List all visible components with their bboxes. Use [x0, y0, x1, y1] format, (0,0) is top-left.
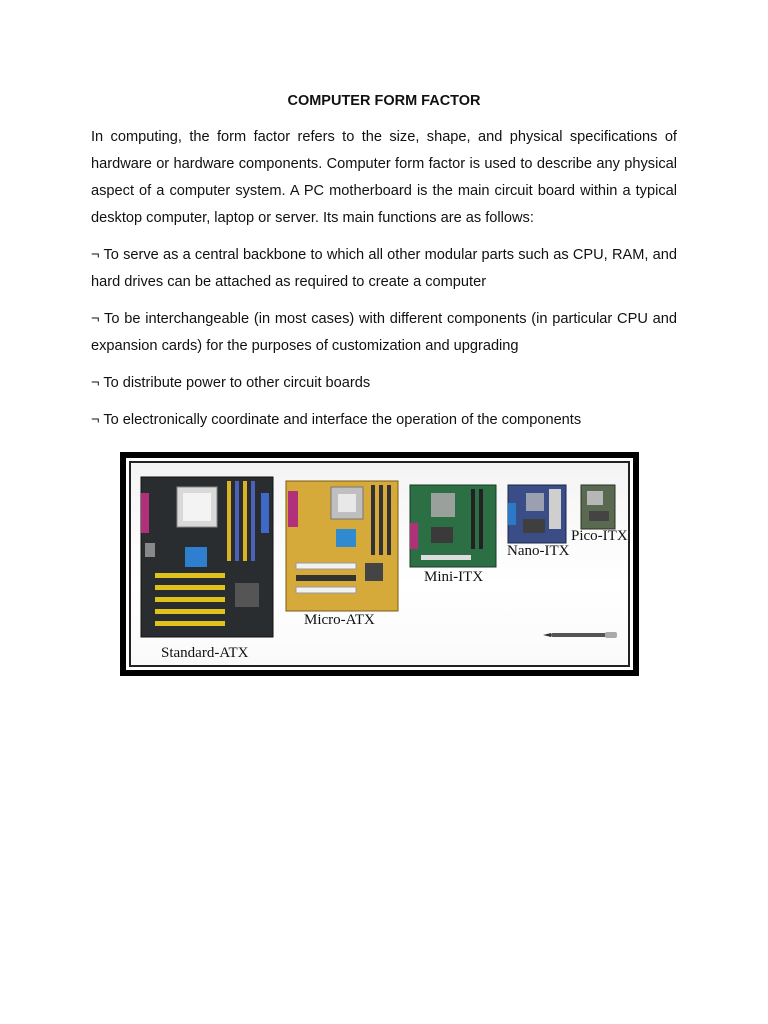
form-factor-figure: [120, 452, 639, 676]
standard-atx-label: Standard-ATX: [161, 645, 249, 661]
figure-frame: [126, 458, 633, 670]
bullet-item: ¬ To distribute power to other circuit boards: [91, 375, 371, 391]
bullet-item: ¬ To be interchangeable (in most cases) with different components (in particular CPU and expansion cards) for the purposes of customization and upgrading: [91, 311, 677, 354]
document-title: COMPUTER FORM FACTOR: [287, 93, 481, 109]
intro-paragraph: In computing, the form factor refers to the size, shape, and physical specifications of hardware or hardware components. Computer form factor is used to describe any physical aspect of a computer system. A PC motherboard is the main circuit board within a typical desktop computer, laptop or server. Its main functions are as follows:: [91, 129, 677, 226]
pico-itx-board-image: [581, 485, 615, 529]
pen-image: [543, 632, 617, 638]
bullet-item: ¬ To serve as a central backbone to which all other modular parts such as CPU, RAM, and hard drives can be attached as required to create a computer: [91, 247, 677, 290]
pico-itx-label: Pico-ITX: [571, 528, 628, 544]
mini-itx-board-image: [410, 485, 496, 567]
micro-atx-board-image: [286, 481, 398, 611]
figure-canvas: [129, 461, 630, 667]
motherboards-illustration: [131, 463, 628, 665]
bullet-item: ¬ To electronically coordinate and interface the operation of the components: [91, 412, 582, 428]
nano-itx-board-image: [508, 485, 566, 543]
standard-atx-board-image: [141, 477, 273, 637]
nano-itx-label: Nano-ITX: [507, 543, 570, 559]
micro-atx-label: Micro-ATX: [304, 612, 375, 628]
mini-itx-label: Mini-ITX: [424, 569, 484, 585]
